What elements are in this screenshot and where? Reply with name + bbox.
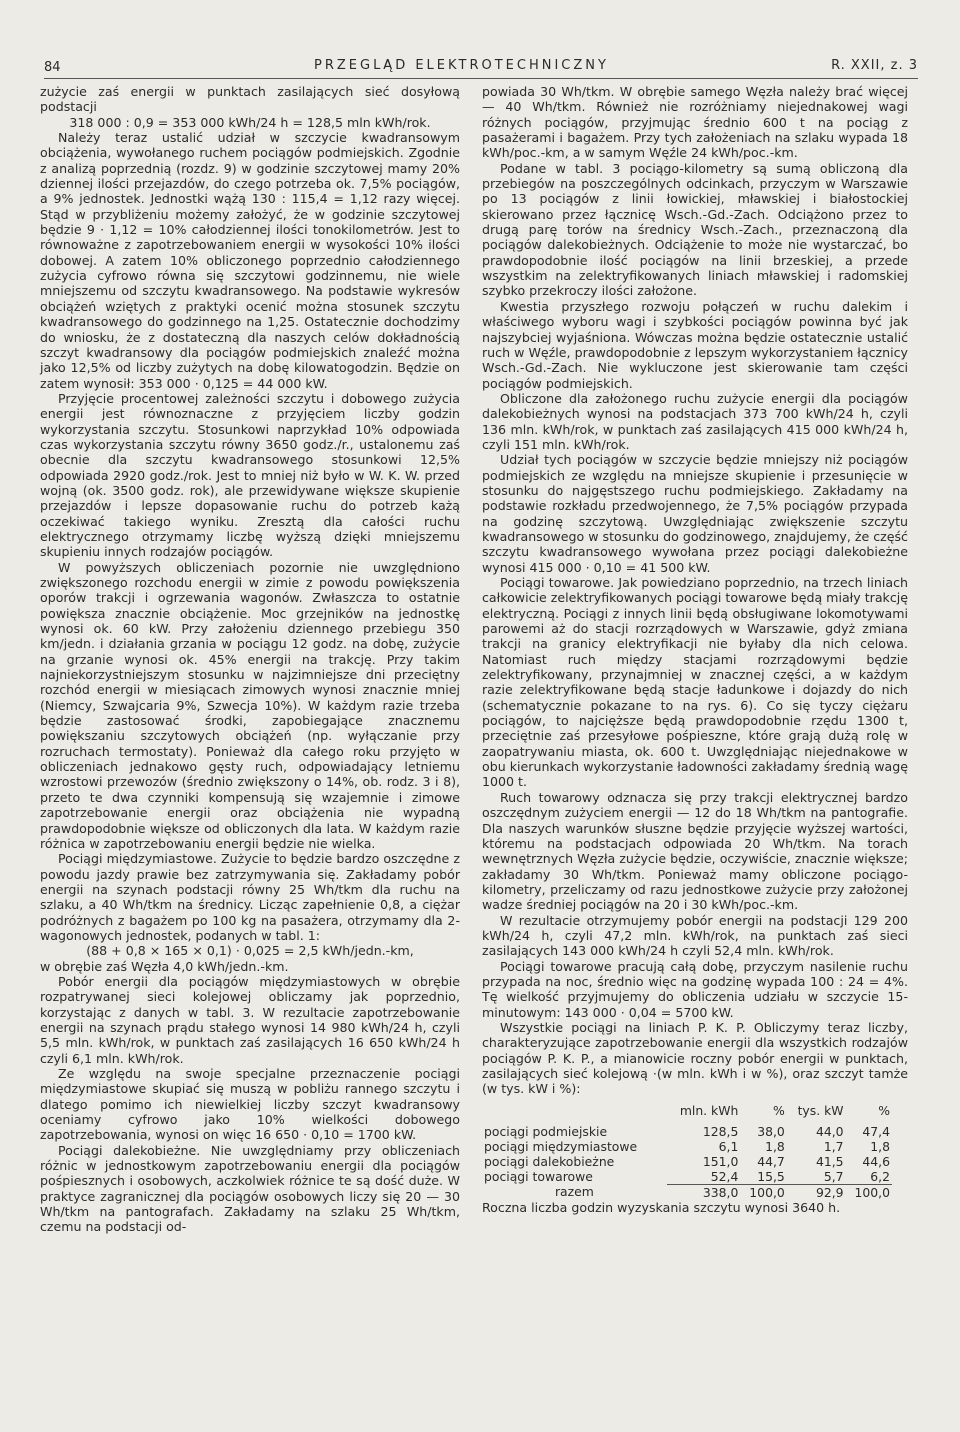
table-cell: 6,1 — [718, 1138, 739, 1154]
row-label: pociągi dalekobieżne — [484, 1153, 615, 1169]
paragraph: Kwestia przyszłego rozwoju połączeń w ruchu dalekim i właściwego wyboru wagi i szybkości pociągów powinna być jak najszybciej wyjaśniona. Wówczas można będzie ostatecznie ustalić ruch w Węźle, prawdopodobnie z lepszym wykorzystaniem łącznicy Wsch.-Gd.-Zach. Nie wykluczone jest skierowanie tam części pociągów podmiejskich. — [482, 298, 908, 391]
table-cell: 44,0 — [815, 1123, 844, 1139]
table-cell: 52,4 — [667, 1169, 741, 1185]
row-label: pociągi międzymiastowe — [484, 1138, 638, 1154]
paragraph: Pociągi dalekobieżne. Nie uwzględniamy przy obliczeniach różnic w jednostkowym zapotrzebowaniu energii dla pociągów pośpiesznych i osobowych, aczkolwiek różnice te są dość duże. W praktyce zagranicznej dla pociągów osobowych liczy się 20 — 30 Wh/tkm na pantografach. Zakładamy na szlaku 25 Wh/tkm, czemu na podstacji od- — [40, 1142, 460, 1235]
table-cell: 5,7 — [787, 1169, 846, 1185]
table-header: tys. kW — [797, 1102, 844, 1118]
table-cell: 100,0 — [854, 1184, 890, 1200]
table-cell: 1,8 — [765, 1138, 785, 1154]
table-cell: 92,9 — [815, 1184, 844, 1200]
energy-summary-table — [482, 1103, 892, 1200]
table-cell: 338,0 — [702, 1184, 739, 1200]
table-cell: 151,0 — [702, 1153, 739, 1169]
paragraph: Roczna liczba godzin wyzyskania szczytu wynosi 3640 h. — [482, 1199, 841, 1215]
table-cell: 41,5 — [815, 1153, 844, 1169]
table-cell: 6,2 — [846, 1169, 892, 1185]
journal-title: PRZEGLĄD ELEKTROTECHNICZNY — [314, 58, 609, 73]
right-column — [482, 84, 908, 1215]
paragraph: Należy teraz ustalić udział w szczycie kwadransowym obciążenia, wywołanego ruchem pociągów podmiejskich. Zgodnie z analizą poprzednią (rozdz. 9) w godzinie szczytowej mamy 20% dziennej ilości przejazdów, do czego potrzeba ok. 7,5% pociągów, a 9% jednostek. Jednostki wążą 130 : 115,4 = 1,12 razy więcej. Stąd w przybliżeniu możemy założyć, że w godzinie szczytowej będzie 9 · 1,12 = 10% całodziennej ilości tonokilometrów. Jest to równoważne z zapotrzebowaniem energii w wysokości 10% ilości dobowej. A zatem 10% obliczonego poprzednio całodziennego zużycia cyfrowo równa się szczytowi godzinnemu, nie wiele mniejszemu od szczytu kwadransowego. Na podstawie wykresów obciążeń wziętych z praktyki ocenić można stosunek szczytu kwadransowego do godzinnego na 1,25. Ostatecznie dochodzimy do wniosku, że z dostateczną dla naszych celów dokładnością szczyt kwadransowy dla pociągów podmiejskich znaleźć można jako 12,5% od liczby zużytych na dobę kilowatogodzin. Będzie on zatem wynosił: 353 000 · 0,125 = 44 000 kW. — [40, 130, 460, 391]
row-label: pociągi podmiejskie — [484, 1123, 608, 1139]
equation-line: 318 000 : 0,9 = 353 000 kWh/24 h = 128,5 mln kWh/rok. — [69, 114, 431, 130]
left-column — [40, 84, 460, 1235]
table-cell: 44,6 — [862, 1153, 890, 1169]
page-header — [44, 52, 918, 79]
paragraph: Pociągi towarowe pracują całą dobę, przyczym nasilenie ruchu przypada na noc, średnio więc na godzinę wypada 100 : 24 = 4%. Tę wielkość przyjmujemy do obliczenia udziału w szczycie 15-minutowym: 143 000 · 0,04 = 5700 kW. — [482, 958, 908, 1020]
paragraph: Przyjęcie procentowej zależności szczytu i dobowego zużycia energii jest równoznaczne z przyjęciem liczby godzin wykorzystania szczytu. Stosunkowi naprzykład 10% odpowiada czas wykorzystania szczytu równy 3650 godz./r., ustalonemu zaś obecnie dla szczytu kwadransowego stosunkowi 12,5% odpowiada 2920 godz./rok. Jest to mniej niż było w W. K. W. przed wojną (ok. 3500 godz. rok), ale przewidywane większe skupienie przejazdów i lepsze dopasowanie ruchu do potrzeb każą oczekiwać takiego wyniku. Zresztą dla całości ruchu elektrycznego otrzymamy liczbę wyższą dzięki mniejszemu skupieniu innych rodzajów pociągów. — [40, 390, 460, 560]
table-cell: 1,7 — [823, 1138, 844, 1154]
table-cell: 15,5 — [740, 1169, 786, 1185]
table-header: % — [878, 1102, 890, 1118]
total-label: razem — [554, 1184, 594, 1200]
paragraph: Ze względu na swoje specjalne przeznaczenie pociągi międzymiastowe skupiać się muszą w pobliżu rannego szczytu i dlatego pomimo ich niewielkiej liczby szczyt kwadransowy oceniamy cyfrowo jako 10% wielkości dobowego zapotrzebowania, wynosi on więc 16 650 · 0,10 = 1700 kW. — [40, 1066, 460, 1143]
paragraph: zużycie zaś energii w punktach zasilających sieć dosyłową podstacji — [40, 84, 460, 115]
row-label: pociągi towarowe — [484, 1168, 593, 1184]
paragraph: w obrębie zaś Węzła 4,0 kWh/jedn.-km. — [40, 958, 289, 974]
table-cell: 128,5 — [702, 1123, 739, 1139]
paragraph: Pociągi międzymiastowe. Zużycie to będzie bardzo oszczędne z powodu jazdy prawie bez zatrzymywania się. Zakładamy pobór energii na szynach podstacji równy 25 Wh/tkm dla ruchu na szlaku, a 40 Wh/tkm na średnicy. Licząc zapełnienie 0,8, a ciężar podróżnych z bagażem po 100 kg na pasażera, otrzymamy dla 2-wagonowych jednostek, podanych w tabl. 1: — [40, 851, 460, 943]
paragraph: W powyższych obliczeniach pozornie nie uwzględniono zwiększonego rozchodu energii w zimie z powodu powiększenia oporów trakcji i ogrzewania wagonów. Zwłaszcza to ostatnie powiększa znacznie obciążenie. Moc grzejników na jednostkę wynosi ok. 60 kW. Przy założeniu dziennego przebiegu 350 km/jedn. i działania grzania w pociągu 12 godz. na dobę, zużycie na grzanie wynosi ok. 45% energii na trakcję. Przy takim najniekorzystniejszym stosunku w najzimniejsze dni przeciętny rozchód energii w miesiącach zimowych wynosi znacznie mniej (Niemcy, Szwajcaria 9%, Szwecja 10%). W każdym razie trzeba będzie zastosować środki, zapobiegające znacznemu powiększaniu szczytowych obciążeń (np. wyłączanie przy rozruchach termostaty). Ponieważ dla całego roku przyjęto w obliczeniach jednakowo gęsty ruch, odpowiadający letniemu wzrostowi przewozów (średnio zwiększony o 14%, ob. rodz. 3 i 8), przeto te dwa czynniki kompensują się wzajemnie i zimowe zapotrzebowanie energii oraz obciążenia nie wypadną prawdopodobnie większe od obliczonych dla lata. W każdym razie różnica w zapotrzebowaniu energii będzie nie wielka. — [40, 559, 460, 851]
table-header — [482, 1103, 667, 1124]
table-header-row — [482, 1103, 892, 1124]
equation-line: (88 + 0,8 × 165 × 0,1) · 0,025 = 2,5 kWh/jedn.-km, — [86, 943, 414, 959]
paragraph: W rezultacie otrzymujemy pobór energii na podstacji 129 200 kWh/24 h, czyli 47,2 mln. kWh/rok, na punktach zaś sieci zasilających 143 000 kWh/24 h czyli 52,4 mln. kWh/rok. — [482, 912, 908, 959]
paragraph: Pociągi towarowe. Jak powiedziano poprzednio, na trzech liniach całkowicie zelektryfikowanych pociągi towarowe będą miały trakcję elektryczną. Pociągi z innych linii będą obsługiwane lokomotywami parowemi aż do stacji rozrządowych w Warszawie, gdyż zmiana trakcji na granicy elektryfikacji nie byłaby dla nich celowa. Natomiast ruch między stacjami rozrządowymi będzie zelektryfikowany, przynajmniej w znacznej części, a w każdym razie zelektryfikowane będą stacje ładunkowe i dojazdy do nich (schematycznie pokazane to na rys. 6). Co się tyczy ciężaru pociągów, to najcięższe będą prawdopodobnie rzędu 1300 t, przeciętnie zaś przesyłowe pośpieszne, które grają dużą rolę w zaopatrywaniu miasta, ok. 600 t. Uwzględniając niejednakowe w obu kierunkach wykorzystanie ładowności zakładamy średnią wagę 1000 t. — [482, 575, 908, 790]
table-cell: 47,4 — [862, 1123, 890, 1139]
volume-issue: R. XXII, z. 3 — [831, 58, 918, 73]
table-header: mln. kWh — [679, 1102, 739, 1118]
table-cell: 100,0 — [749, 1184, 785, 1200]
table-row — [482, 1139, 892, 1154]
paragraph: Pobór energii dla pociągów międzymiastowych w obrębie rozpatrywanej sieci kolejowej obliczamy jak poprzednio, korzystając z danych w tabl. 3. W rezultacie zapotrzebowanie energii na szynach prądu stałego wynosi 14 980 kWh/24 h, czyli 5,5 mln. kWh/rok, w punktach zaś zasilających 16 650 kWh/24 h czyli 6,1 mln. kWh/rok. — [40, 973, 460, 1066]
table-cell: 44,7 — [757, 1153, 785, 1169]
table-total-row — [482, 1184, 892, 1200]
table-cell: 38,0 — [757, 1123, 785, 1139]
paragraph: powiada 30 Wh/tkm. W obrębie samego Węzła należy brać więcej — 40 Wh/tkm. Również nie rozróżniamy niejednakowej wagi różnych pociągów, przyjmując średnio 600 t na pociąg z pasażerami i bagażem. Przy tych założeniach na szlaku wypada 18 kWh/poc.-km, a w samym Węźle 24 kWh/poc.-km. — [482, 84, 908, 161]
paragraph: Wszystkie pociągi na liniach P. K. P. Obliczymy teraz liczby, charakteryzujące zapotrzebowanie energii dla wszystkich rodzajów pociągów P. K. P., a mianowicie roczny pobór energii w punktach, zasilających sieć kolejową ·(w mln. kWh i w %), oraz szczyt tamże (w tys. kW i %): — [482, 1019, 908, 1097]
table-row — [482, 1124, 892, 1139]
paragraph: Udział tych pociągów w szczycie będzie mniejszy niż pociągów podmiejskich ze względu na mniejsze skupienie i przesunięcie w stosunku do najgęstszego ruchu podmiejskiego. Zakładamy na podstawie rozkładu przedwojennego, że 7,5% pociągów przypada na godzinę szczytową. Uwzględniając zwiększenie szczytu kwadransowego w stosunku do godzinowego, znajdujemy, że część szczytu kwadransowego wywołana przez pociągi dalekobieżne wynosi 415 000 · 0,10 = 41 500 kW. — [482, 452, 908, 575]
table-cell: 1,8 — [870, 1138, 890, 1154]
paragraph: Obliczone dla założonego ruchu zużycie energii dla pociągów dalekobieżnych wynosi na podstacjach 373 700 kWh/24 h, czyli 136 mln. kWh/rok, w punktach zaś zasilających 415 000 kWh/24 h, czyli 151 mln. kWh/rok. — [482, 390, 908, 452]
page-number: 84 — [44, 60, 61, 75]
paragraph: Podane w tabl. 3 pociągo-kilometry są sumą obliczoną dla przebiegów na poszczególnych odcinkach, przyczym w Warszawie po 13 pociągów z linii łowickiej, mławskiej i białostockiej skierowano przez łącznicę Wsch.-Gd.-Zach. Odciążono przez to drugą parę torów na średnicy Wsch.-Zach., przeznaczoną dla pociągów dalekobieżnych. Odciążenie to może nie wystarczać, bo prawdopodobnie ilość pociągów na linii brzeskiej, a przede wszystkim na zelektryfikowanych liniach mławskiej i radomskiej szybko przekroczy ilości założone. — [482, 160, 908, 299]
paragraph: Ruch towarowy odznacza się przy trakcji elektrycznej bardzo oszczędnym zużyciem energii — 12 do 18 Wh/tkm na pantografie. Dla naszych warunków słuszne będzie przyjęcie wyższej wartości, któremu na podstacjach odpowiada 20 Wh/tkm. Na torach wewnętrznych Węzła zużycie będzie, oczywiście, znacznie większe; zakładamy 30 Wh/tkm. Ponieważ mamy obliczone pociągo-kilometry, przeliczamy od razu jednostkowe zużycie przy założonej wadze średniej pociągów na 20 i 30 kWh/poc.-km. — [482, 789, 908, 913]
table-row — [482, 1154, 892, 1169]
table-row — [482, 1169, 892, 1185]
table-header: % — [773, 1102, 785, 1118]
